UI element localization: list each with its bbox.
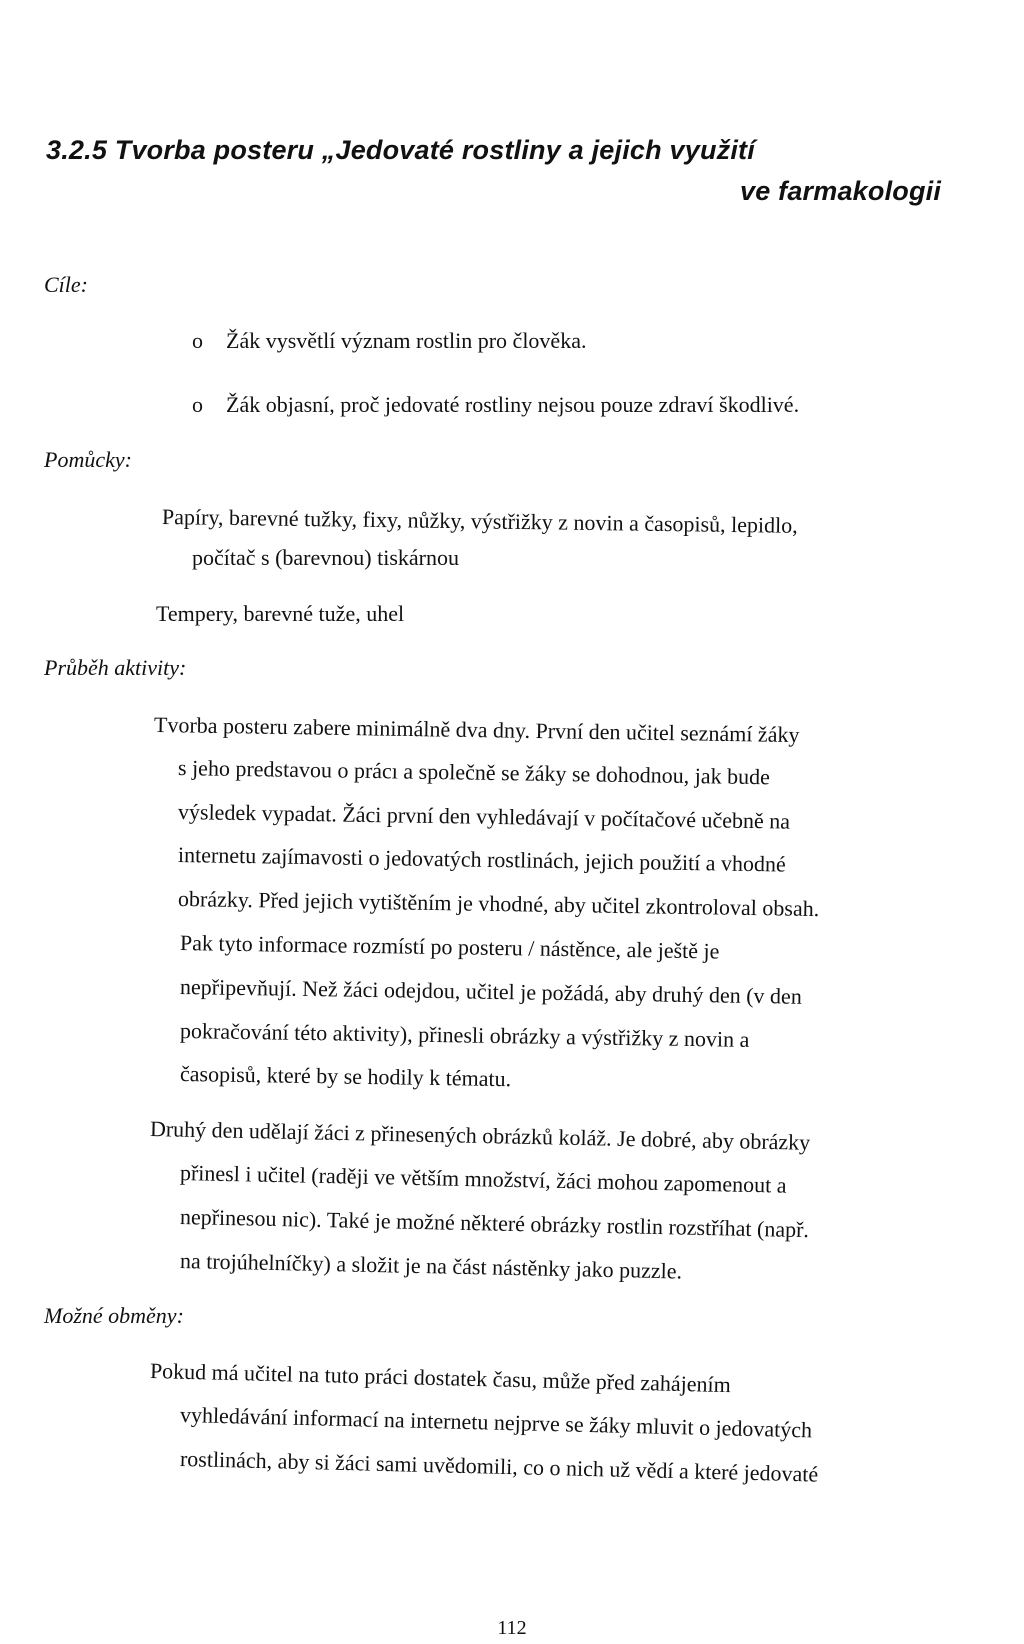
activity-paragraph-1-line: výsledek vypadat. Žáci první den vyhledávají v počítačové učebně na (177, 799, 791, 834)
activity-paragraph-1-line: časopisů, které by se hodily k tématu. (179, 1061, 512, 1092)
section-heading-line-1: 3.2.5 Tvorba posteru „Jedovaté rostliny a jejich využití (46, 135, 755, 165)
bullet-marker: o (192, 392, 203, 417)
materials-line-3: Tempery, barevné tuže, uhel (156, 601, 405, 626)
variations-line: rostlinách, aby si žáci sami uvědomili, co o nich už vědí a které jedovaté (179, 1446, 819, 1487)
activity-paragraph-2-line: Druhý den udělají žáci z přinesených obrázků koláž. Je dobré, aby obrázky (149, 1116, 811, 1155)
activity-paragraph-1-line: obrázky. Před jejich vytištěním je vhodné, aby učitel zkontroloval obsah. (177, 886, 820, 922)
goal-item-text: Žák objasní, proč jedovaté rostliny nejsou pouze zdraví škodlivé. (226, 392, 800, 417)
activity-paragraph-1-line: pokračování této aktivity), přinesli obrázky a výstřižky z novin a (179, 1018, 750, 1052)
activity-paragraph-1-line: Tvorba posteru zabere minimálně dva dny. První den učitel seznámí žáky (153, 712, 800, 748)
goals-label: Cíle: (44, 272, 88, 297)
bullet-marker: o (192, 328, 203, 353)
activity-paragraph-1-line: nepřipevňují. Než žáci odejdou, učitel je požádá, aby druhý den (v den (179, 974, 803, 1009)
activity-paragraph-2-line: na trojúhelníčky) a složit je na část nástěnky jako puzzle. (179, 1248, 683, 1284)
activity-paragraph-2-line: přinesl i učitel (raději ve větším množství, žáci mohou zapomenout a (179, 1160, 787, 1198)
activity-label: Průběh aktivity: (44, 655, 187, 680)
materials-line-1: Papíry, barevné tužky, fixy, nůžky, výstřižky z novin a časopisů, lepidlo, (161, 504, 798, 538)
variations-label: Možné obměny: (44, 1303, 184, 1328)
activity-paragraph-2-line: nepřinesou nic). Také je možné některé obrázky rostlin rozstříhat (např. (179, 1204, 810, 1243)
activity-paragraph-1-line: internetu zajímavosti o jedovatých rostlinách, jejich použití a vhodné (177, 842, 787, 877)
materials-label: Pomůcky: (44, 447, 132, 472)
goal-item-text: Žák vysvětlí význam rostlin pro člověka. (226, 328, 587, 353)
page-number: 112 (497, 1617, 527, 1639)
variations-line: vyhledávání informací na internetu nejprve se žáky mluvit o jedovatých (179, 1402, 813, 1443)
materials-line-2: počítač s (barevnou) tiskárnou (192, 545, 459, 570)
section-heading-line-2: ve farmakologii (740, 176, 942, 206)
activity-paragraph-1-line: s jeho predstavou o prácı a společně se žáky se dohodnou, jak bude (177, 755, 771, 790)
variations-line: Pokud má učitel na tuto práci dostatek času, může před zahájením (149, 1358, 732, 1398)
activity-paragraph-1-line: Pak tyto informace rozmístí po posteru / nástěnce, ale ještě je (179, 930, 720, 964)
